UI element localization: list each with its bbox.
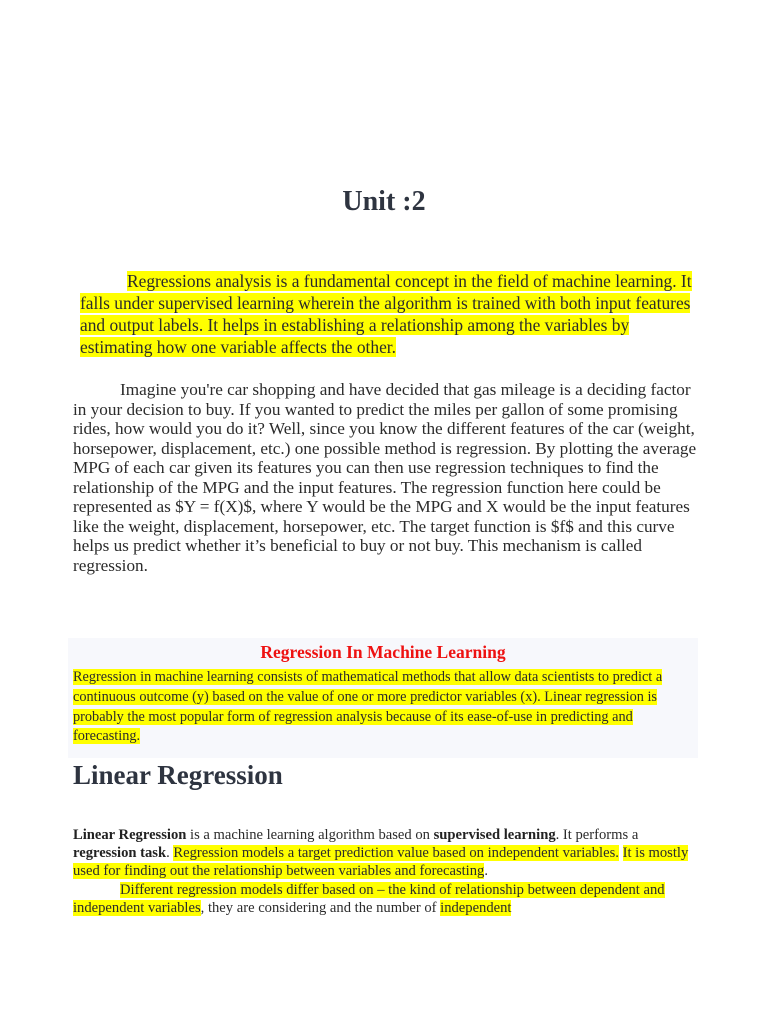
text-run: . It performs a xyxy=(555,827,639,843)
highlight-run: It is mostly used for finding out the relationship between variables and forecasting xyxy=(73,845,689,880)
box-paragraph xyxy=(73,668,691,747)
highlight-run: independent xyxy=(440,899,512,916)
example-paragraph xyxy=(73,380,698,575)
linear-regression-paragraph xyxy=(73,826,698,917)
text-run: , they are considering and the number of xyxy=(200,899,441,916)
section-heading: Linear Regression xyxy=(73,760,283,790)
text-run: . xyxy=(166,845,174,862)
term-supervised-learning: supervised learning xyxy=(433,827,556,843)
page-title: Unit :2 xyxy=(342,186,426,217)
term-linear-regression: Linear Regression xyxy=(73,827,187,843)
box-text: Regression in machine learning consists of mathematical methods that allow data scientists to predict a continuous outcome (y) based on the value of one or more predictor variables (x). Linear regression is probably the most popular form of regression analysis because of its ease-of-use in predicting and forecasting. xyxy=(73,669,663,745)
regression-ml-box xyxy=(68,638,698,758)
text-run: is a machine learning algorithm based on xyxy=(186,827,434,843)
text-run: . xyxy=(484,863,488,880)
highlight-run: Regression models a target prediction value based on independent variables. xyxy=(173,845,619,862)
highlight-run: Different regression models differ based on – the kind of relationship between dependent and independent variables xyxy=(73,881,665,916)
box-heading: Regression In Machine Learning xyxy=(260,642,506,662)
intro-paragraph xyxy=(80,270,700,358)
example-text: Imagine you're car shopping and have decided that gas mileage is a deciding factor in your decision to buy. If you wanted to predict the miles per gallon of some promising rides, how would you do it? Well, since you know the different features of the car (weight, horsepower, displacement, etc.) one possible method is regression. By plotting the average MPG of each car given its features you can then use regression techniques to find the relationship of the MPG and the input features. The regression function here could be represented as $Y = f(X)$, where Y would be the MPG and X would be the input features like the weight, displacement, horsepower, etc. The target function is $f$ and this curve helps us predict whether it’s beneficial to buy or not buy. This mechanism is called regression. xyxy=(73,380,697,575)
intro-text: Regressions analysis is a fundamental concept in the field of machine learning. It falls under supervised learning wherein the algorithm is trained with both input features and output labels. It helps in establishing a relationship among the variables by estimating how one variable affects the other. xyxy=(80,271,692,357)
term-regression-task: regression task xyxy=(73,845,167,862)
